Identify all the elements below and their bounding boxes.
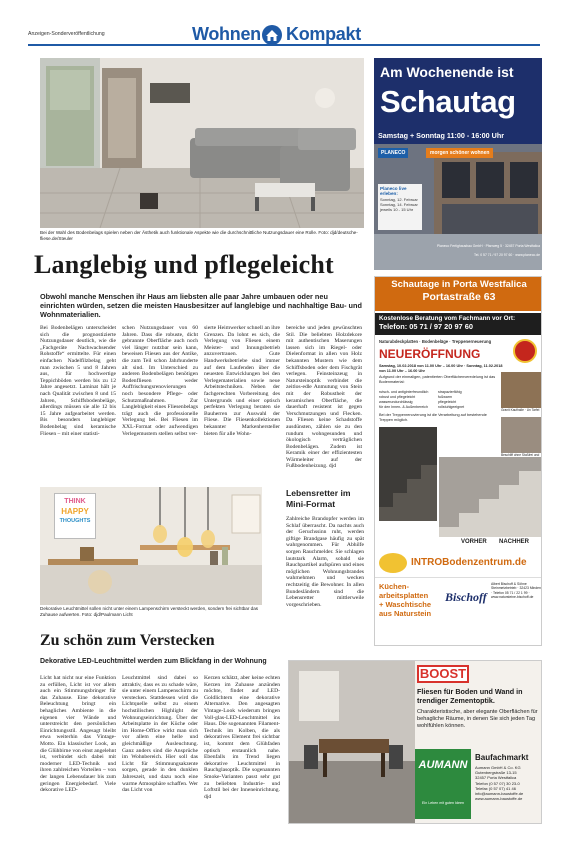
porta-dates: Samstag, 10.02.2018 von 11.00 Uhr – 16.00 Uhr · Sonntag, 11.02.2018 von 11.00 Uhr – 16.00 Uhr [379,364,503,373]
label-after: NACHHER [499,539,529,545]
company-line: info@aumann-baustoffe.de [475,791,524,797]
feature-item: wasserundurchlässig [379,400,413,404]
sample-caption-1: Granit Kaufhalle · Un Tarfel [501,408,540,412]
porta-features [379,390,497,410]
poster-line-2: HAPPY [61,507,89,516]
planeco-invite-box [378,184,422,230]
porta-website[interactable]: INTROBodenzentrum.de [411,557,527,568]
bischoff-box [375,577,542,646]
bischoff-line-2: arbeitsplatten [379,591,429,600]
living-room-caption: Bei der Wahl des Bodenbelags spielen neben der Ästhetik auch funktionale Aspekte wie die durchschnittliche Nutzungsdauer eine Rolle. Foto: djd/deutsche-fliese.de/Steuler [40,230,358,241]
masthead-title-left: Wohnen [192,24,261,44]
porta-phone: Telefon: 05 71 / 97 20 97 60 [379,322,473,331]
masthead-title-right: Kompakt [286,24,361,44]
article1-column-3: sierte Heimwerker schnell an ihre Grenzen. Da lohnt es sich, die Verlegung von Fliesen einem Meister- und Innungsbetrieb anzuvertrauen. Gute Handwerksbetriebe sind immer auf dem Laufenden über die neuesten Entwicklungen bei den Verlegematerialien sowie neue Arbeitstechniken. Neben der fachgerechten Vorbereitung des Untergrunds und einer optisch perfekten Verlegung beraten sie Bauherren zur Auswahl der Fliese. Die Fliesenkollektionen bekannter Markenhersteller bieten für alle Wohn- [204,325,280,437]
planeco-phone: Tel. 0 57 71 / 97 20 97 60 · www.planeco.de [474,253,540,257]
neu-badge-icon [513,339,537,363]
invite-time: jeweils 10 - 15 Uhr [380,206,414,212]
article1-column-1: Bei Bodenbelägen unterscheidet sich die prognostizierte Nutzungsdauer deutlich, wie die „Fachgeräte Nachwachsender Rohstoffe“ ermittelte. Für einen einfachen Nadelfilzbelag geht man zwischen 5 und 8 Jahren aus, für hochwertige Teppichböden werden bis zu 12 Jahre angesetzt. Laminat hält je nach Qualität zwischen 8 und 15 Jahren, Schiffsbodenbeläge, allerdings müssen sie alle 12 bis 15 Jahre aufgearbeitet werden. Bis besonders langlebiger Bodenbelag sind keramische Fliesen – mit einer statisti- [40,325,116,437]
aumann-logo-sub: Ein Leben mit guten Ideen [422,801,464,805]
led-bulbs-photo [40,487,262,605]
schautag-ad[interactable] [374,58,542,270]
schautag-line-1: Am Wochenende ist [380,64,514,80]
feature-item: für den Innen- & Außenbereich [379,405,428,409]
schautag-times: Samstag + Sonntag 11:00 - 16:00 Uhr [378,131,505,140]
invite-date-1: Sonntag, 12. Februar [380,196,418,202]
poster-line-3: THOUGHTS [59,518,91,524]
boost-ad[interactable] [288,660,542,824]
porta-consult-bar [375,313,542,335]
living-room-photo [40,58,364,228]
bischoff-name: Bischoff [445,590,487,604]
stairs-photo-after [439,457,541,537]
boost-body: Charakteristische, aber elegante Oberflächen für behagliche Räume, in denen Sie sich jeden Tag wohlfühlen können. [417,709,538,729]
schautag-line-2: Schautag [380,84,516,119]
company-line: Telefon (0 57 07) 30 23-0 [475,780,520,786]
feature-item: robust und pflegeleicht [379,395,416,399]
masthead [190,22,380,46]
porta-ad[interactable] [374,276,542,646]
header-rule [28,44,540,46]
sample-caption-2: Beschliff ohne Stoßfrei und [501,453,540,457]
boost-title: BOOST [419,666,467,681]
invite-date-2: Sonntag, 14. Februar [380,201,418,207]
porta-address: Portastraße 63 [422,291,496,303]
article1-column-2: schen Nutzungsdauer von 60 Jahren. Dass die robuste, dicht gebrannte Oberfläche auch noch viel länger nutzbar sein kann, beweisen Fliesen aus der Antike, die zum Teil schon Jahrhunderte alt sind. Im Unterschied zu anderen Bodenbelägen benötigen Bodenfliesen weder Auffrischungsrenovierungen noch besondere Pflege- oder Schutzmaßnahmen. Zur Langlebigkeit eines Fliesenbelags trägt auch die professionelle Verlegung bei. Bei Fliesen im XXL-Format oder aufwendigen Verlegemustern stellen selbst ver- [122,325,198,437]
bischoff-line-3: + Waschtische [379,600,432,609]
porta-subline: Naturabdeckplatten · Bodenbeläge · Treppenerneuerung [379,339,492,344]
company-line: Telefax (0 57 07) 41 46 [475,785,516,791]
porta-title-bar [375,277,542,311]
aumann-logo: AUMANN [418,759,468,771]
article1-lead: Obwohl manche Menschen ihr Haus am liebsten alle paar Jahre umbauen oder neu einrichten würden, setzen die meisten Hausbesitzer auf langlebige und nachhaltige Bau- und Wohnmaterialien. [40,292,362,320]
boost-room-photo [289,661,415,824]
company-line: Gutenbergstraße 13-15 [475,770,517,776]
article1-column-4: bereiche und jeden gewünschten Stil. Die beliebten Holzdekore mit authentischen Maserungen lassen sich im Riegel- oder Dielenformat in allen von Holz bekannten Mustern wie dem Schiffsboden oder dem Fischgrät verlegen. Feinsteinzeug in Natursteinoptik verbindet die zeitlos-edle Anmutung von Stein mit der Robustheit der keramischen Oberfläche, die dauerhaft resistent ist gegen Verschmutzungen und Flecken. Da Fliesen keine Schadstoffe ausdünsten, zählen sie zu den rundum wohngesunden und ökologisch verträglichen Bodenbelägen. Zudem ist Keramik einer der effizientesten Wärmeleiter auf der Fußbodenheizung. djd [286,325,362,470]
sample-photo-1 [501,372,541,408]
feature-item: rutsch- und antiginterfreundlich [379,390,429,394]
article2-column-2: Leuchtmittel sind dabei so attraktiv, dass es zu schade wäre, sie unter einem Lampenschirm zu verstecken. Stattdessen wird die Lichtquelle selbst zu einem hochstilischen Highlight der Wohnungseinrichtung. Über der Arbeitsplatte in der Küche oder im Home-Office wirkt man sich vor allem eine helle und gleichmäßige Ausleuchtung. Ganz anders sind die Ansprüche im Wohnbereich. Hier soll das Licht für Stimmungsakzente sorgen, gerade in den dunklen Jahreszeit, und dazu noch eine warme Atmosphäre schaffen. Wer das Licht von [122,675,198,794]
planeco-address: Planeco Fertighausbau GmbH · Pfarrweg 5 · 32457 Porta Westfalica [436,244,540,248]
header-left-label: Anzeigen-Sonderveröffentlichung [28,31,105,37]
aumann-company-title: Baufachmarkt [475,753,529,762]
boost-title-box [417,665,469,683]
article3-body: Zahlreiche Brandopfer werden im Schlaf überrascht. Da nachts auch der Geruchssinn ruht, werden giftige Brandgase häufig zu spät wahrgenommen. Für Abhilfe sorgen Rauchmelder. Sie schlagen lautstark Alarm, sobald sie Rauchpartikel aufspüren und eines möglichen Wohnungsbrandes wahrnehmen und wecken rechtzeitig die Bewohner. In allen Bundesländern sind die Lebensretter mittlerweile vorgeschrieben. [286,516,364,608]
bischoff-address: Albert Bischoff & Söhne Steinmetzbetrieb · 32423 Minden · Telefon 05 71 / 22 1 99 · www.natursteine-bischoff.de [491,582,541,600]
aumann-logo-box [415,749,471,819]
article2-column-3: Kerzen schätzt, aber keine echten Kerzen im Zuhause anzünden möchte, findet auf LED-Goldlichtern eine dekorative Alternative. Den angesagten Vintage-Look wiederum bringen Voll-glas-LED-Leuchtmittel ins Haus. Die sogenannten Filament-Technik im Kolben, die als dekoratives Element frei sichtbar ist, kommt dem Glühfaden optisch erstaunlich nahe. Ebenfalls im Trend liegen dekorative Leuchtmittel in Rauchglasoptik. Die sogenannten Smoke-Varianten passt sehr gut zu beliebten Industrie- und Loftstil bei der Inneneinrichtung. djd [204,675,280,800]
company-line: 32457 Porta Westfalica [475,775,517,781]
porta-title: Schautage in Porta Westfalica [391,279,527,290]
boost-subtitle: Fliesen für Boden und Wand in trendiger Zementoptik. [417,687,523,705]
sample-photo-2 [501,417,541,453]
article2-column-1: Licht hat nicht nur eine Funktion zu erfüllen, Licht ist vor allem auch ein Stimmungsbringer für das Zuhause. Eine dekorative Beleuchtung bringt ein behagliches Ambiente in die eigenen vier Wände und unterstreicht den persönlichen Einrichtungsstil. Angesagt bleibt etwa weiterhin das Vintage-Motto. Ein klassischer Look, an die Glühbirne von einst angelehnt ist, verbindet sich dabei mit moderner LED-Technik und ihren zahlreichen Vorteilen – von der langen Lebensdauer bis zum geringen Energiebedarf. Viele dekorative LED- [40,675,116,794]
poster [54,493,96,539]
invite-title: Planeco live erleben: [380,186,407,197]
aumann-company-lines [475,765,541,801]
feature-item: fußwarm [438,395,452,399]
stairs-photo-before [379,427,437,521]
porta-info: Aufgrund der einmaligen, patentierten Oberflächenveredelung ist das Bodenmaterial: [379,375,496,384]
article2-subheadline: Dekorative LED-Leuchtmittel werden zum Blickfang in der Wohnung [40,658,267,665]
article1-headline: Langlebig und pflegeleicht [34,250,334,279]
company-line: www.aumann-baustoffe.de [475,796,523,802]
bischoff-line-4: aus Naturstein [379,609,432,618]
label-before: VORHER [461,539,487,545]
feature-item: strapazierfähig [438,390,462,394]
planeco-slogan: morgen schöner wohnen [426,148,493,158]
schautag-house-photo [374,144,542,270]
poster-line-1: THINK [64,498,86,505]
bischoff-line-1: Küchen- [379,582,409,591]
porta-opening: NEUERÖFFNUNG [379,347,481,361]
porta-consult: Kostenlose Beratung vom Fachmann vor Ort: [379,315,516,322]
house-logo-icon [262,25,282,45]
planeco-logo: PLANECO [378,148,408,158]
article3-headline: Lebensretter im Mini-Format [286,488,351,509]
led-bulbs-caption: Dekorative Leuchtmittel sollen nicht unter einem Lampenschirm versteckt werden, sondern frei sichtbar das Zuhause aufwerten. Foto: djd/Paulmann Licht [40,606,259,617]
porta-stairs-note: Bei der Treppenrenovierung ist die Verarbeitung auf bestehende Treppen möglich. [379,413,487,422]
article2-headline: Zu schön zum Verstecken [40,632,215,649]
company-line: Aumann GmbH & Co. KG [475,765,521,770]
feature-item: pflegeleicht [438,400,457,404]
intro-logo-icon [379,553,407,573]
feature-item: rollstuhlgeeignet [438,405,465,409]
